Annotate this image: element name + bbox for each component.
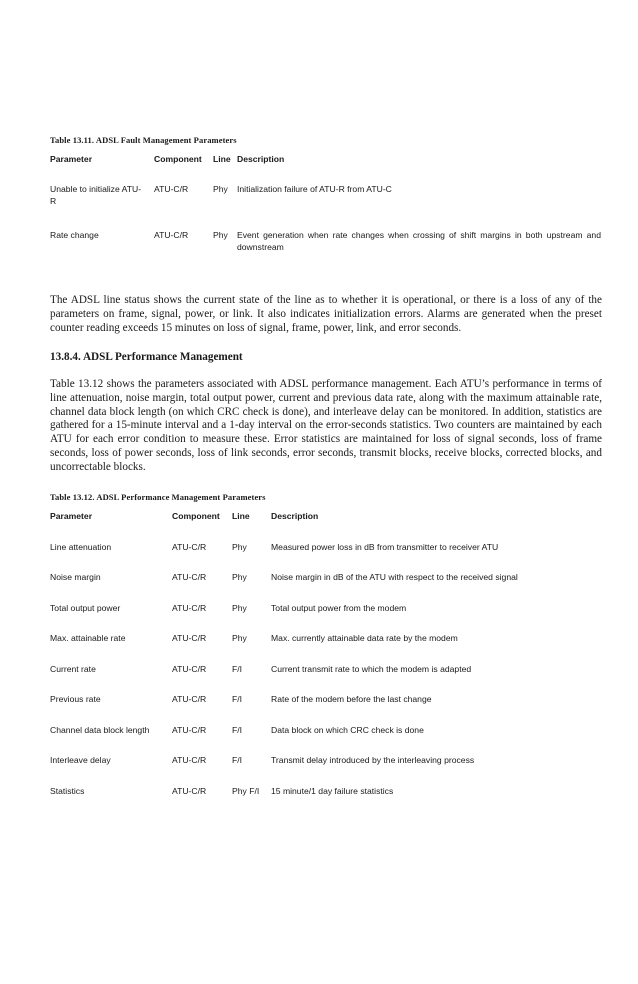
table2-cell-parameter: Interleave delay: [50, 755, 111, 765]
table2-cell-component: ATU-C/R: [172, 786, 207, 796]
paragraph-performance: Table 13.12 shows the parameters associated with ADSL performance management. Each ATU’s performance in terms of line attenuation, noise margin, total output power, current and previous data rate, along with the maximum attainable rate, channel data block length (on which CRC check is done), and interleave delay can be monitored. In addition, statistics are gathered for a 15-minute interval and a 1-day interval on the error-seconds statistics. Two counters are maintained by each ATU for each error condition to measure these. Error statistics are maintained for loss of signal seconds, loss of frame seconds, loss of power seconds, loss of link seconds, error seconds, transmit blocks, receive blocks, corrected blocks, and uncorrectable blocks.: [50, 378, 602, 473]
table2-cell-parameter: Current rate: [50, 664, 96, 674]
table2-cell-component: ATU-C/R: [172, 694, 207, 704]
table1-cell-line: Phy: [213, 184, 228, 194]
table2-cell-component: ATU-C/R: [172, 603, 207, 613]
table2-header-parameter: Parameter: [50, 511, 93, 521]
table2-cell-line: F/I: [232, 664, 243, 674]
table2-cell-line: F/I: [232, 694, 243, 704]
table2-header-line: Line: [232, 511, 250, 521]
table1-cell-parameter: Unable to initialize ATU-R: [50, 184, 142, 206]
table2-cell-parameter: Statistics: [50, 786, 85, 796]
table2-cell-parameter: Max. attainable rate: [50, 633, 126, 643]
table2-cell-description: Max. currently attainable data rate by the modem: [271, 633, 458, 643]
table2-caption: Table 13.12. ADSL Performance Management Parameters: [50, 492, 266, 502]
table2-header-component: Component: [172, 511, 220, 521]
table2-cell-line: Phy: [232, 633, 247, 643]
table2-cell-description: Data block on which CRC check is done: [271, 725, 424, 735]
table2-cell-line: Phy F/I: [232, 786, 260, 796]
table2-cell-description: 15 minute/1 day failure statistics: [271, 786, 394, 796]
table2-cell-component: ATU-C/R: [172, 572, 207, 582]
table2-cell-description: Total output power from the modem: [271, 603, 407, 613]
table1-cell-parameter: Rate change: [50, 230, 99, 240]
table1-header-description: Description: [237, 154, 285, 164]
table2-cell-description: Transmit delay introduced by the interleaving process: [271, 755, 475, 765]
table2-cell-description: Measured power loss in dB from transmitter to receiver ATU: [271, 542, 499, 552]
table1-cell-description: Initialization failure of ATU-R from ATU-C: [237, 184, 392, 194]
table2-cell-line: Phy: [232, 542, 247, 552]
table2-cell-parameter: Line attenuation: [50, 542, 112, 552]
paragraph-line-status: The ADSL line status shows the current state of the line as to whether it is operational, or there is a loss of any of the parameters on frame, signal, power, or link. It also indicates initialization errors. Alarms are generated when the preset counter reading exceeds 15 minutes on loss of signal, frame, power, link, and error seconds.: [50, 294, 602, 334]
table2-cell-component: ATU-C/R: [172, 664, 207, 674]
section-heading: 13.8.4. ADSL Performance Management: [50, 351, 243, 363]
table1-cell-description: Event generation when rate changes when crossing of shift margins in both upstream and downstream: [237, 230, 601, 252]
table2-cell-line: F/I: [232, 755, 243, 765]
table2-cell-parameter: Channel data block length: [50, 725, 150, 735]
table2-cell-component: ATU-C/R: [172, 633, 207, 643]
table1-caption: Table 13.11. ADSL Fault Management Parameters: [50, 135, 237, 145]
table1-header-component: Component: [154, 154, 202, 164]
table2-cell-parameter: Previous rate: [50, 694, 101, 704]
table2-cell-component: ATU-C/R: [172, 755, 207, 765]
table2-cell-line: Phy: [232, 572, 247, 582]
table2-cell-line: F/I: [232, 725, 243, 735]
table2-cell-parameter: Total output power: [50, 603, 121, 613]
table1-cell-line: Phy: [213, 230, 228, 240]
table1-header-parameter: Parameter: [50, 154, 93, 164]
table1-cell-component: ATU-C/R: [154, 184, 189, 194]
table2-cell-description: Rate of the modem before the last change: [271, 694, 432, 704]
table2-cell-line: Phy: [232, 603, 247, 613]
table2-cell-parameter: Noise margin: [50, 572, 101, 582]
table2-header-description: Description: [271, 511, 319, 521]
table2-cell-component: ATU-C/R: [172, 542, 207, 552]
table2-cell-description: Noise margin in dB of the ATU with respect to the received signal: [271, 572, 518, 582]
table1-header-line: Line: [213, 154, 231, 164]
table1-cell-component: ATU-C/R: [154, 230, 189, 240]
table2-cell-component: ATU-C/R: [172, 725, 207, 735]
table2-cell-description: Current transmit rate to which the modem is adapted: [271, 664, 472, 674]
